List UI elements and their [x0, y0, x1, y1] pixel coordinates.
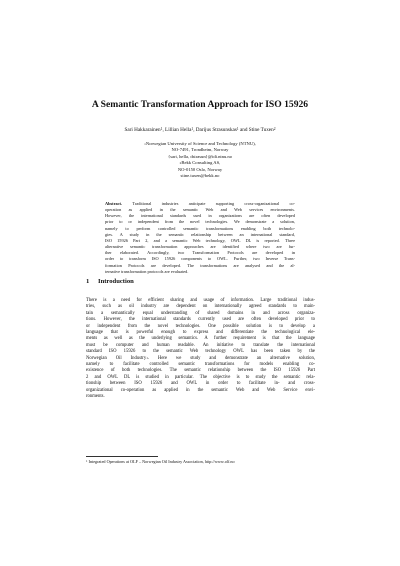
footnote	[86, 459, 315, 465]
author-list	[0, 127, 400, 134]
author-name: Lillian Hella	[165, 127, 192, 133]
affiliation-text: {sari, hella, dstrasun}@idi.ntnu.no	[167, 153, 232, 159]
body-line-text: ments as well as the underlying semantics. A further requirement is that the language	[86, 336, 315, 342]
author-affil-mark: 2	[273, 127, 276, 131]
body-line-text: ronments.	[86, 394, 105, 400]
body-line-text: language that is powerful enough to express and differentiate the technological ele-	[86, 330, 315, 336]
body-line-text-after: . Here we study and demonstrate an alternative solution,	[147, 355, 315, 361]
abstract-line	[105, 269, 295, 275]
affiliation-text: Bekk Consulting AS,	[181, 160, 221, 166]
body-line-text: or independent from the novel technologies. One possible solution is to develop a	[86, 323, 315, 329]
footnote-mark: 1	[86, 459, 88, 463]
abstract-line-text: alternative semantic transformation approaches are identified where two are fur-	[105, 244, 295, 250]
author-name: Stine Tuxen	[248, 127, 274, 133]
affiliation-mark: 1	[144, 142, 146, 146]
body-line-text: There is a need for efficient sharing and usage of information. Large traditional indus-	[86, 298, 315, 303]
abstract-line-text: prior to or independent from the novel technologies. We demonstrate a solution,	[105, 219, 295, 225]
author-name: Darijus Strasunskas	[195, 127, 237, 133]
body-line-text: standard ISO 15926 to the semantic Web technology OWL has been taken by the	[86, 349, 315, 355]
author-separator: ,	[193, 127, 196, 133]
body-line-text: existence of both technologies. The semantic relationship between the ISO 15926 Part	[86, 368, 315, 374]
body-line-text: tries, such as oil industry are dependent on internationally agreed standards to main-	[86, 304, 315, 310]
affiliation-line	[0, 173, 400, 179]
section-title: Introduction	[98, 278, 134, 285]
body-line-text: organizational co-operation as applied in the semantic Web and Web Service envi-	[86, 387, 315, 393]
affiliation-mark: 2	[179, 161, 182, 166]
body-line-text: tionship between ISO 15926 and OWL in order to facilitate in- and cross-	[86, 381, 315, 387]
author-separator: ,	[162, 127, 166, 133]
abstract-line-text: namely to perform controlled semantic transformations enabling both technolo-	[105, 225, 295, 231]
abstract-label: Abstract.	[105, 201, 133, 206]
abstract-line-text: order to transform ISO 15926 components to OWL. Further, two Inverse Trans-	[105, 256, 295, 262]
affiliation-text: NO-0150 Oslo, Norway	[177, 166, 223, 172]
body-line-text: must be computer and human readable. An initiative to translate the international	[86, 342, 315, 348]
footnote-text: Integrated Operations at OLF – Norwegian Oil Industry Association, http://www.olf.no	[88, 459, 235, 464]
abstract	[105, 201, 295, 275]
footnote-rule	[86, 456, 158, 457]
abstract-line-text: operation as applied in the semantic Web and Web services environments.	[105, 207, 295, 213]
body-line-text: 2 and OWL DL is studied in particular. The objective is to study the semantic rela-	[86, 374, 315, 380]
abstract-line-text: However, the international standards used in organizations are often developed	[105, 213, 295, 219]
abstract-line-text: formation Protocols are developed. The transformations are analysed and the al-	[105, 262, 295, 268]
section-heading	[86, 278, 134, 286]
body-line-text: tions. However, the international standards currently used are often developed prior to	[86, 317, 315, 323]
author-affil-mark: 1	[191, 127, 194, 131]
author-affil-mark: 1	[236, 127, 239, 131]
body-line-text: namely to facilitate controlled semantic transformations for models enabling co-	[86, 362, 315, 368]
author-separator: and	[238, 127, 249, 133]
body-line	[86, 388, 315, 394]
footnote-ref: 1	[146, 355, 148, 360]
affiliations	[0, 141, 400, 179]
body-line-text: tain a semantically equal understanding of shared domains in and across organiza-	[86, 310, 315, 316]
author-name: Sari Hakkarainen	[124, 127, 161, 133]
affiliation-text: stine.tuxen@bekk.no	[180, 173, 220, 179]
section-number: 1	[86, 278, 90, 285]
body-line-text: Norwegian Oil Industry	[86, 355, 147, 361]
author-affil-mark: 1	[160, 127, 163, 131]
body-line	[86, 394, 315, 400]
paper-title: A Semantic Transformation Approach for ISO 15926	[91, 99, 309, 110]
abstract-line-text: ther elaborated. Accordingly, two Transformation Protocols are developed in	[105, 250, 295, 256]
abstract-line-text: ternative transformation protocols are evaluated.	[105, 268, 189, 274]
affiliation-text: NO-7491, Trondheim, Norway	[171, 147, 229, 153]
affiliation-text: Norwegian University of Science and Technology (NTNU),	[145, 141, 256, 146]
abstract-line-text: Traditional industries anticipate supporting cross-organizational co-	[132, 201, 295, 206]
body-text	[86, 298, 315, 401]
abstract-line-text: gies. A study in the semantic relationship between an international standard,	[105, 231, 295, 237]
abstract-line-text: ISO 15926 Part 2, and a semantic Web technology, OWL DL is reported. Three	[105, 237, 295, 243]
